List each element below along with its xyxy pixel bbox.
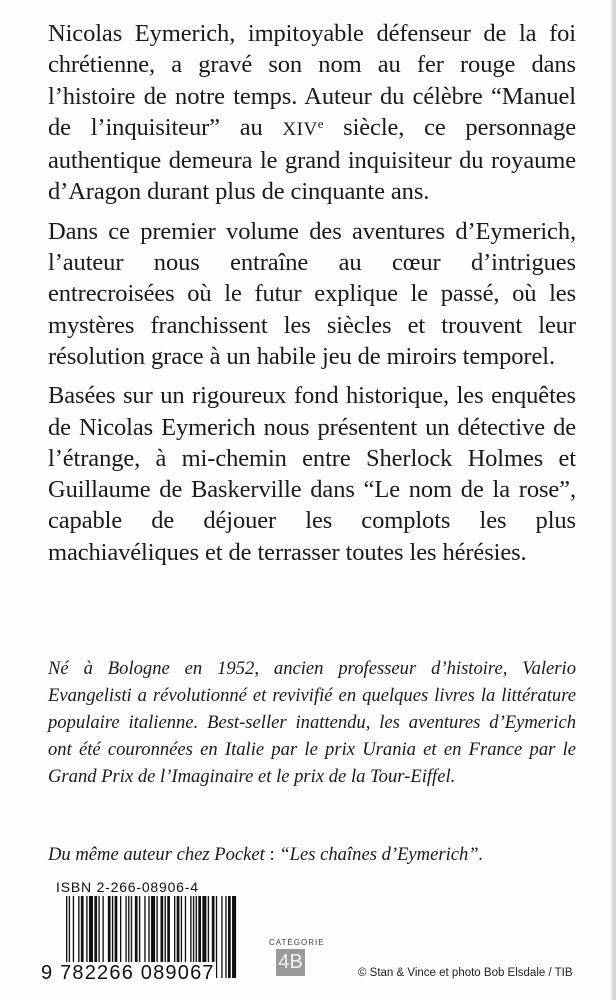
page-edge	[611, 0, 616, 1000]
barcode-bar	[161, 896, 164, 966]
barcode-bar	[156, 896, 157, 966]
blurb-paragraph-1	[48, 18, 576, 208]
also-by-author	[48, 841, 588, 868]
barcode-bar	[221, 896, 222, 978]
barcode-bar	[102, 896, 103, 966]
barcode-bar	[125, 896, 126, 966]
barcode-bar	[81, 896, 84, 966]
barcode-bar	[78, 896, 79, 966]
also-label: Du même auteur chez Pocket	[48, 844, 265, 865]
barcode-bar	[167, 896, 170, 966]
barcode-bar	[228, 896, 231, 978]
barcode-digits	[40, 962, 216, 985]
blurb-p1-text-b: siècle, ce personnage authentique demeura le grand inquisiteur du royaume d’Aragon durant plus de cinquante ans.	[48, 113, 576, 206]
barcode-bar	[151, 896, 155, 966]
barcode-bar	[135, 896, 138, 966]
century-numeral: XIV	[282, 118, 318, 140]
barcode-bar	[185, 896, 186, 966]
barcode-bar	[86, 896, 87, 966]
barcode-bar	[98, 896, 99, 966]
barcode-bar	[139, 896, 140, 966]
barcode-bar	[144, 896, 145, 966]
barcode-bar	[120, 896, 121, 966]
also-title: “Les chaînes d’Eymerich”.	[279, 844, 484, 865]
barcode-bar	[174, 896, 175, 966]
bio-separator: ,	[254, 658, 274, 679]
also-colon: :	[264, 844, 280, 865]
barcode-bar	[89, 896, 93, 966]
barcode-bar	[94, 896, 97, 966]
barcode-bar	[115, 896, 118, 966]
blurb-paragraph-3: Basées sur un rigoureux fond historique, les enquêtes de Nicolas Eymerich nous présentent un détective de l’étrange, à mi-chemin entre Sherlock Holmes et Guillaume de Baskerville dans “Le nom de la rose”, capable de déjouer les complots les plus machiavéliques et de terrasser toutes les hérésies.	[48, 382, 576, 566]
barcode-bar	[181, 896, 182, 966]
barcode-bar	[148, 896, 149, 966]
century-superscript: e	[317, 115, 324, 131]
bio-text: ancien professeur d’histoire, Valerio Evangelisti a révolutionné et revivifié en quelques livres la littérature populaire italienne. Best-seller inattendu, les aventures d’Eymerich ont été couronnées en Italie par le prix Urania et en France par le Grand Prix de l’Imaginaire et le prix de la Tour-Eiffel.	[48, 658, 577, 787]
isbn: ISBN 2-266-08906-4	[56, 879, 199, 895]
barcode-bar	[225, 896, 226, 978]
barcode-digits-text: 9 782266 089067	[41, 962, 215, 984]
barcode-bar	[177, 896, 180, 966]
blurb	[48, 18, 576, 576]
barcode-bar	[232, 896, 236, 978]
category-badge: 4B	[276, 949, 305, 976]
bio-birth: Né à Bologne en 1952	[48, 658, 255, 679]
barcode-bar	[73, 896, 74, 966]
barcode-bar	[112, 896, 113, 966]
barcode-bar	[108, 896, 111, 966]
category-label: CATÉGORIE	[269, 938, 325, 947]
blurb-paragraph-2: Dans ce premier volume des aventures d’Eymerich, l’auteur nous entraîne au cœur d’intrigues entrecroisées où le futur explique le passé, où les mystères franchissent les siècles et trouvent leur résolution grace à un habile jeu de miroirs temporel.	[48, 217, 576, 370]
barcode-bar	[165, 896, 166, 966]
barcode-bar	[190, 896, 191, 966]
blurb-p1-text-a: Nicolas Eymerich, impitoyable défenseur de la foi chrétienne, a gravé son nom au fer rouge dans l’histoire de notre temps. Auteur du célèbre “Manuel de l’inquisiteur” au	[48, 20, 576, 141]
cover-credits: © Stan & Vince et photo Bob Elsdale / TIB	[358, 967, 573, 979]
author-bio	[48, 655, 576, 790]
barcode-bar	[216, 896, 217, 978]
